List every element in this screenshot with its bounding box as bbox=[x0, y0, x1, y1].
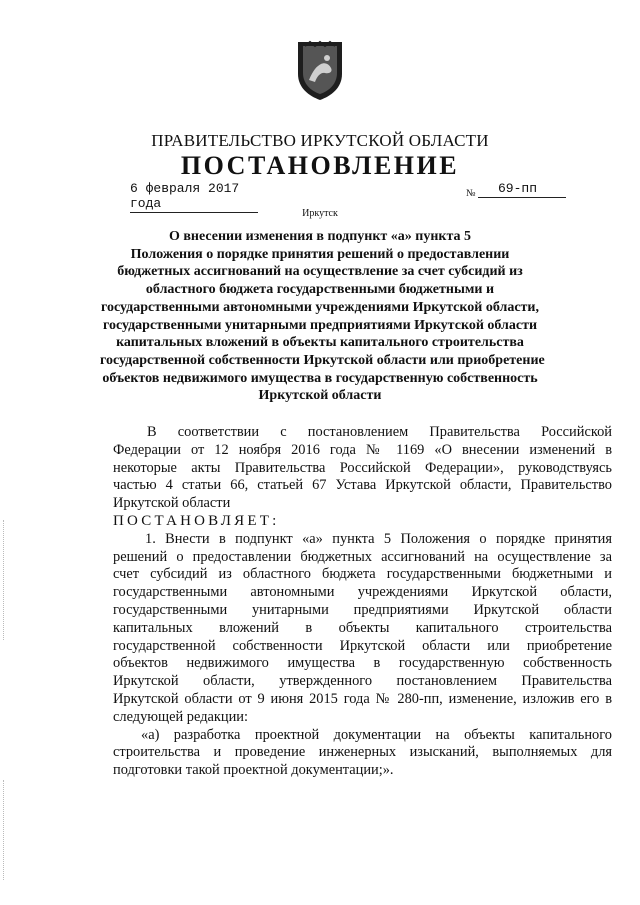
title-line: государственными унитарными предприятиями Иркутской области bbox=[102, 317, 538, 333]
coat-of-arms-icon bbox=[295, 40, 345, 102]
text-line: некоторые акты Правительства Российской Федерации», руководствуясь bbox=[113, 459, 612, 476]
text-line: государственными унитарными предприятиями Иркутской области bbox=[113, 601, 612, 618]
text-line: решений о предоставлении бюджетных ассигнований на осуществление за bbox=[113, 548, 612, 565]
organization-name: ПРАВИТЕЛЬСТВО ИРКУТСКОЙ ОБЛАСТИ bbox=[151, 131, 489, 150]
document-title bbox=[100, 228, 545, 405]
text-line: подготовки такой проектной документации;». bbox=[113, 762, 394, 779]
title-line: объектов недвижимого имущества в государственную собственность bbox=[102, 370, 538, 386]
text-line: В соответствии с постановлением Правительства Российской bbox=[147, 424, 612, 440]
title-line: государственной собственности Иркутской области или приобретение bbox=[100, 352, 545, 368]
document-date: 6 февраля 2017 года bbox=[130, 181, 258, 213]
text-line: государственными автономными учреждениями Иркутской области, bbox=[113, 584, 612, 601]
title-line: О внесении изменения в подпункт «а» пункта 5 bbox=[168, 229, 472, 244]
quoted-amendment bbox=[113, 727, 612, 780]
text-line: государственной собственности Иркутской области или приобретение bbox=[113, 637, 612, 654]
text-line: объектов недвижимого имущества в государственную собственность bbox=[113, 655, 612, 672]
scan-edge-mark bbox=[3, 780, 5, 880]
text-line: следующей редакции: bbox=[113, 708, 248, 725]
preamble-paragraph bbox=[113, 424, 612, 513]
title-line: областного бюджета государственными бюджетными и bbox=[145, 282, 495, 298]
text-line: «а) разработка проектной документации на объекты капитального bbox=[141, 726, 612, 743]
document-number: 69-пп bbox=[478, 181, 566, 198]
text-line: счет субсидий из областного бюджета государственными бюджетными и bbox=[113, 566, 612, 583]
title-line: капитальных вложений в объекты капитального строительства bbox=[116, 335, 524, 351]
text-line: частью 4 статьи 66, статьей 67 Устава Иркутской области, Правительство bbox=[113, 477, 612, 494]
resolves-heading: ПОСТАНОВЛЯЕТ: bbox=[113, 512, 280, 529]
document-type: ПОСТАНОВЛЕНИЕ bbox=[180, 151, 460, 180]
title-line: Иркутской области bbox=[258, 388, 382, 404]
document-body bbox=[113, 424, 612, 780]
item-1-paragraph bbox=[113, 531, 612, 727]
text-line: капитальных вложений в объекты капитального строительства bbox=[113, 619, 612, 636]
text-line: Иркутской области, утвержденного постановлением Правительства bbox=[113, 673, 612, 690]
title-line: бюджетных ассигнований на осуществление за счет субсидий из bbox=[117, 264, 523, 280]
text-line: 1. Внести в подпункт «а» пункта 5 Положения о порядке принятия bbox=[145, 530, 612, 547]
title-line: Положения о порядке принятия решений о предоставлении bbox=[130, 246, 510, 262]
text-line: Иркутской области bbox=[113, 495, 231, 512]
text-line: Федерации от 12 ноября 2016 года № 1169 «О внесении изменений в bbox=[113, 441, 612, 458]
title-line: государственными автономными учреждениями Иркутской области, bbox=[101, 299, 539, 315]
number-sign: № bbox=[466, 188, 476, 199]
scan-edge-mark bbox=[3, 520, 5, 640]
text-line: Иркутской области от 9 июня 2015 года № 280-пп, изменение, изложив его в bbox=[113, 690, 612, 707]
text-line: строительства и проведение инженерных изысканий, выполняемых для bbox=[113, 744, 612, 761]
city-name: Иркутск bbox=[302, 208, 338, 219]
